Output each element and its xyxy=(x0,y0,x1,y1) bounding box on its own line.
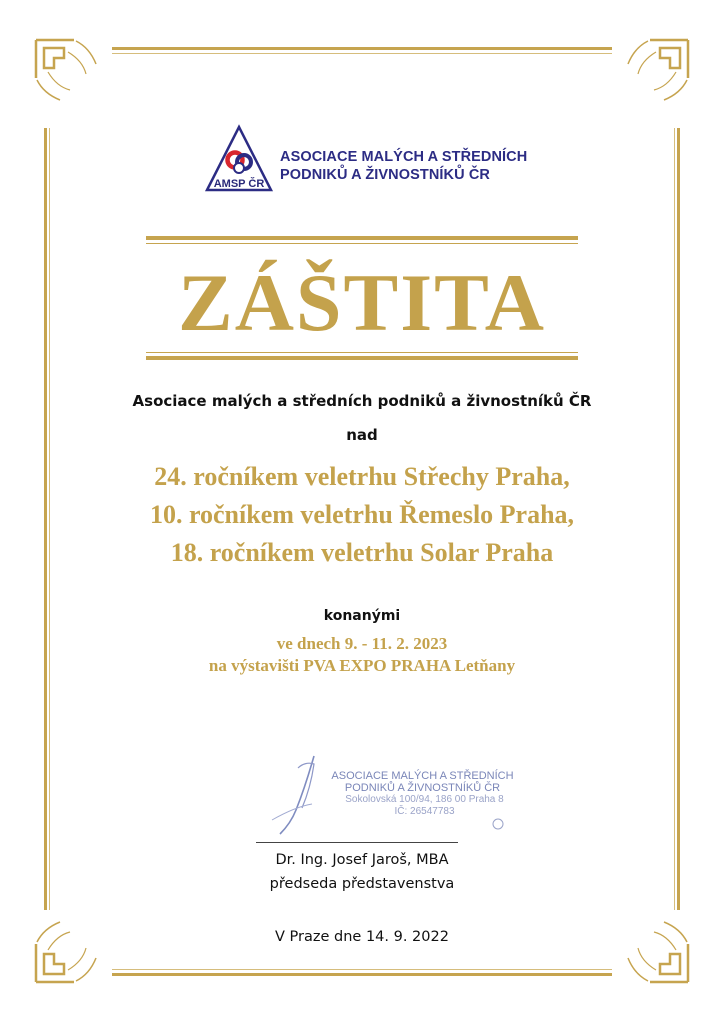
over-word: nad xyxy=(346,426,378,444)
stamp-address: Sokolovská 100/94, 186 00 Praha 8 xyxy=(345,794,504,805)
signatory-role: předseda představenstva xyxy=(269,876,455,892)
stamp-organization xyxy=(330,770,515,794)
event-line-1: 24. ročníkem veletrhu Střechy Praha, xyxy=(154,462,570,491)
frame-bottom-line-inner xyxy=(112,969,612,970)
event-dates: ve dnech 9. - 11. 2. 2023 xyxy=(276,634,448,653)
title-rule-top-thin xyxy=(146,243,578,244)
frame-bottom-line xyxy=(112,973,612,976)
logo-abbreviation: AMSP ČR xyxy=(213,178,265,190)
corner-ornament-bottom-left xyxy=(34,914,104,984)
frame-top-line xyxy=(112,47,612,50)
event-venue: na výstavišti PVA EXPO PRAHA Letňany xyxy=(208,656,516,675)
corner-ornament-top-left xyxy=(34,38,104,108)
title-rule-bottom-thin xyxy=(146,352,578,353)
title-rule-bottom xyxy=(146,356,578,360)
corner-ornament-top-right xyxy=(620,38,690,108)
stamp-line2: PODNIKŮ A ŽIVNOSTNÍKŮ ČR xyxy=(344,782,501,794)
event-line-3: 18. ročníkem veletrhu Solar Praha xyxy=(170,538,554,567)
logo-name-line1: ASOCIACE MALÝCH A STŘEDNÍCH xyxy=(280,149,528,165)
place-and-date: V Praze dne 14. 9. 2022 xyxy=(275,929,449,945)
stamp-line1: ASOCIACE MALÝCH A STŘEDNÍCH xyxy=(331,770,514,782)
signature-line xyxy=(256,842,458,843)
logo-organization-name xyxy=(280,148,527,184)
grantor-name: Asociace malých a středních podniků a živnostníků ČR xyxy=(132,392,592,410)
certificate-title: ZÁŠTITA xyxy=(178,257,546,348)
frame-top-line-inner xyxy=(112,53,612,54)
event-line-2: 10. ročníkem veletrhu Řemeslo Praha, xyxy=(149,500,575,529)
signatory-name: Dr. Ing. Josef Jaroš, MBA xyxy=(275,852,449,868)
stamp-ic: IČ: 26547783 xyxy=(394,806,455,817)
logo-name-line2: PODNIKŮ A ŽIVNOSTNÍKŮ ČR xyxy=(280,167,490,183)
held-word: konanými xyxy=(323,608,401,624)
amsp-logo xyxy=(204,124,534,198)
corner-ornament-bottom-right xyxy=(620,914,690,984)
official-stamp xyxy=(252,750,522,840)
title-rule-top xyxy=(146,236,578,240)
stamp-details xyxy=(332,794,517,818)
